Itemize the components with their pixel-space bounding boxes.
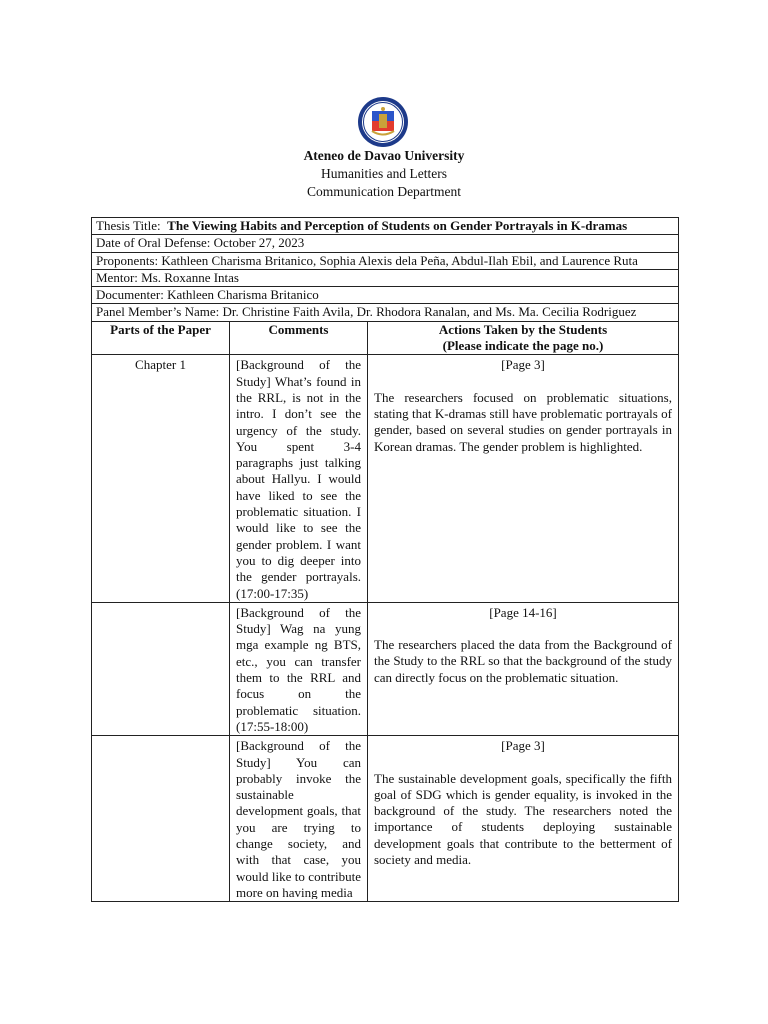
table-row — [92, 602, 679, 735]
mentor-row — [92, 269, 679, 286]
part-cell — [92, 736, 230, 902]
thesis-title-row — [92, 218, 679, 235]
action-text: The sustainable development goals, specifically the fifth goal of SDG which is gender equality, is invoked in the background of the study. The researchers noted the importance of students deploying sustainable development goals that contribute to the betterment of society and media. — [374, 770, 672, 867]
comment-cell: [Background of the Study] Wag na yung mga example ng BTS, etc., you can transfer them to the RRL and focus on the problematic situation. (17:55-18:00) — [230, 602, 368, 735]
table-row — [92, 736, 679, 902]
action-cell — [368, 736, 679, 902]
documenter-row — [92, 287, 679, 304]
page-reference: [Page 14-16] — [489, 604, 557, 620]
comment-cell: [Background of the Study] What’s found in the RRL, is not in the intro. I don’t see the urgency of the study. You spent 3-4 paragraphs just talking about Hallyu. I would have liked to see the problematic situation. I would like to see the gender problem. I want you to dig deeper into the gender portrayals. (17:00-17:35) — [230, 355, 368, 602]
page-reference: [Page 3] — [501, 738, 545, 754]
action-cell — [368, 355, 679, 602]
mentor: Mentor: Ms. Roxanne Intas — [92, 269, 679, 286]
thesis-title-label: Thesis Title: — [96, 218, 161, 233]
action-text: The researchers focused on problematic situations, stating that K-dramas still have problematic portrayals of gender, based on several studies on gender portrayals in Korean dramas. The gender problem is highlighted. — [374, 389, 672, 454]
panel-row — [92, 304, 679, 321]
col-header-actions-line2: (Please indicate the page no.) — [442, 338, 604, 354]
defense-date-row — [92, 235, 679, 252]
cluster-name: Humanities and Letters — [321, 166, 447, 181]
action-cell — [368, 602, 679, 735]
col-header-comments: Comments — [230, 321, 368, 355]
department-name: Communication Department — [306, 184, 462, 199]
proponents: Proponents: Kathleen Charisma Britanico, Sophia Alexis dela Peña, Abdul-Ilah Ebil, and Laurence Ruta — [92, 252, 679, 269]
proponents-row — [92, 252, 679, 269]
panel-members: Panel Member’s Name: Dr. Christine Faith Avila, Dr. Rhodora Ranalan, and Ms. Ma. Cecilia Rodriguez — [92, 304, 679, 321]
comment-text: [Background of the Study] You can probably invoke the sustainable development goals, that you are trying to change society, and with that case, you would like to contribute more on having media — [236, 738, 361, 900]
page-reference: [Page 3] — [501, 357, 545, 373]
column-header-row — [92, 321, 679, 355]
defense-date: Date of Oral Defense: October 27, 2023 — [92, 235, 679, 252]
action-text: The researchers placed the data from the Background of the Study to the RRL so that the background of the study can directly focus on the problematic situation. — [374, 637, 672, 685]
col-header-parts: Parts of the Paper — [92, 321, 230, 355]
col-header-actions — [368, 321, 679, 355]
part-cell: Chapter 1 — [92, 355, 230, 602]
part-cell — [92, 602, 230, 735]
comment-cell — [230, 736, 368, 902]
col-header-actions-line1: Actions Taken by the Students — [438, 321, 608, 337]
documenter: Documenter: Kathleen Charisma Britanico — [92, 287, 679, 304]
document-header — [0, 147, 768, 201]
university-seal-icon — [357, 96, 409, 148]
university-name: Ateneo de Davao University — [303, 148, 465, 163]
table-row — [92, 355, 679, 602]
thesis-title-value: The Viewing Habits and Perception of Students on Gender Portrayals in K-dramas — [167, 218, 628, 233]
defense-form-table — [91, 217, 679, 902]
